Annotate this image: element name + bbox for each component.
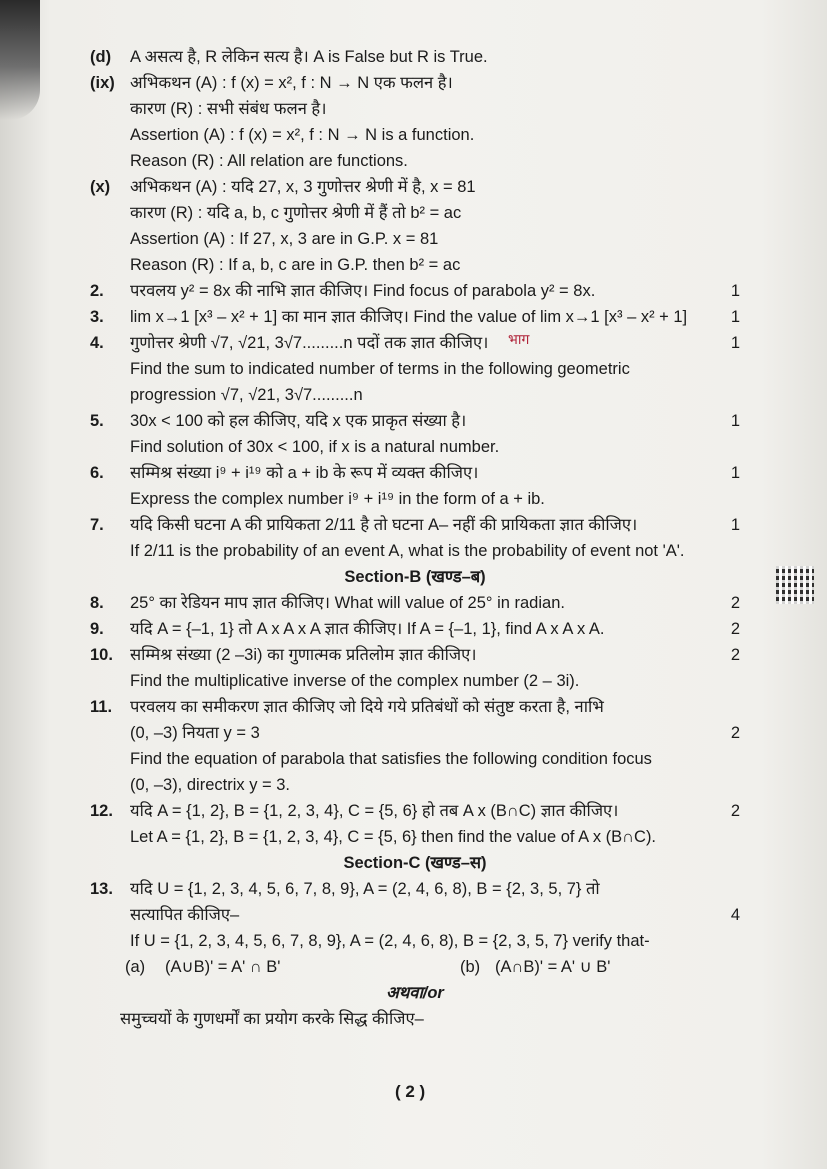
question-line (90, 746, 740, 772)
qr-code (776, 566, 814, 604)
question-text: गुणोत्तर श्रेणी √7, √21, 3√7.........n पदों तक ज्ञात कीजिए। (130, 334, 489, 352)
question-text: (0, –3), directrix y = 3. (130, 776, 291, 794)
question-number: 11. (90, 698, 113, 716)
question-lines (90, 44, 740, 954)
question-line (90, 798, 740, 824)
question-number: 9. (90, 620, 104, 638)
question-text: Reason (R) : If a, b, c are in G.P. then b² = ac (130, 256, 461, 274)
marks: 2 (730, 802, 740, 820)
question-line (90, 590, 740, 616)
question-number: 5. (90, 412, 104, 430)
question-line (90, 512, 740, 538)
question-line (90, 304, 740, 330)
question-line (90, 902, 740, 928)
handwritten-note: भाग (508, 331, 530, 347)
page-corner-shadow (0, 0, 40, 120)
option-row (90, 954, 740, 980)
question-text: परवलय का समीकरण ज्ञात कीजिए जो दिये गये प्रतिबंधों को संतुष्ट करता है, नाभि (130, 698, 604, 716)
question-text: यदि A = {1, 2}, B = {1, 2, 3, 4}, C = {5, 6} हो तब A x (B∩C) ज्ञात कीजिए। (130, 802, 619, 820)
question-text: 25° का रेडियन माप ज्ञात कीजिए। What will value of 25° in radian. (130, 594, 565, 612)
option-a-text: (A∪B)' = A' ∩ B' (165, 958, 281, 976)
question-line (90, 876, 740, 902)
question-text: progression √7, √21, 3√7.........n (130, 386, 363, 404)
question-text: अभिकथन (A) : f (x) = x², f : N → N एक फलन है। (130, 74, 453, 92)
marks: 1 (730, 516, 740, 534)
question-line (90, 356, 740, 382)
question-number: 10. (90, 646, 113, 664)
question-text: Find the sum to indicated number of terms in the following geometric (130, 360, 630, 378)
question-number: 8. (90, 594, 104, 612)
question-text: यदि किसी घटना A की प्रायिकता 2/11 है तो घटना A– नहीं की प्रायिकता ज्ञात कीजिए। (130, 516, 638, 534)
question-number: 7. (90, 516, 104, 534)
question-line (90, 668, 740, 694)
question-line (90, 252, 740, 278)
marks: 2 (730, 724, 740, 742)
question-text: (0, –3) नियता y = 3 (130, 724, 260, 742)
question-text: If U = {1, 2, 3, 4, 5, 6, 7, 8, 9}, A = (2, 4, 6, 8), B = {2, 3, 5, 7} verify that- (130, 932, 650, 950)
question-line (90, 330, 740, 356)
question-number: (ix) (90, 74, 115, 92)
question-text: 30x < 100 को हल कीजिए, यदि x एक प्राकृत संख्या है। (130, 412, 467, 430)
question-line (90, 694, 740, 720)
or-divider: अथवा/or (386, 984, 444, 1002)
marks: 2 (730, 646, 740, 664)
question-line (90, 148, 740, 174)
marks: 1 (730, 308, 740, 326)
question-line (90, 824, 740, 850)
question-line (90, 928, 740, 954)
section-heading: Section-C (खण्ड–स) (343, 854, 487, 872)
marks: 2 (730, 620, 740, 638)
question-text: Assertion (A) : f (x) = x², f : N → N is a function. (130, 126, 475, 144)
question-line (90, 122, 740, 148)
last-line (90, 1006, 740, 1032)
question-text: Find the equation of parabola that satisfies the following condition focus (130, 750, 652, 768)
question-line (90, 486, 740, 512)
marks: 4 (730, 906, 740, 924)
question-line (90, 96, 740, 122)
section-heading: Section-B (खण्ड–ब) (344, 568, 486, 586)
question-text: सत्यापित कीजिए– (130, 906, 240, 924)
question-line (90, 460, 740, 486)
question-number: 13. (90, 880, 113, 898)
question-line (90, 720, 740, 746)
question-line (90, 278, 740, 304)
question-line (90, 538, 740, 564)
option-b-label: (b) (460, 958, 481, 976)
question-text: If 2/11 is the probability of an event A, what is the probability of event not 'A'. (130, 542, 685, 560)
marks: 1 (730, 464, 740, 482)
question-text: Reason (R) : All relation are functions. (130, 152, 408, 170)
question-number: 3. (90, 308, 104, 326)
question-line (90, 408, 740, 434)
marks: 1 (730, 412, 740, 430)
last-line-text: समुच्चयों के गुणधर्मों का प्रयोग करके सिद्ध कीजिए– (120, 1010, 424, 1028)
question-number: (x) (90, 178, 111, 196)
question-text: कारण (R) : यदि a, b, c गुणोत्तर श्रेणी में हैं तो b² = ac (130, 204, 462, 222)
question-number: 12. (90, 802, 113, 820)
question-line (90, 772, 740, 798)
question-text: Find solution of 30x < 100, if x is a natural number. (130, 438, 500, 456)
question-text: परवलय y² = 8x की नाभि ज्ञात कीजिए। Find focus of parabola y² = 8x. (130, 282, 596, 300)
question-text: Find the multiplicative inverse of the complex number (2 – 3i). (130, 672, 580, 690)
question-line (90, 70, 740, 96)
question-line (90, 174, 740, 200)
marks: 1 (730, 334, 740, 352)
question-line (90, 200, 740, 226)
question-line (90, 616, 740, 642)
option-b-text: (A∩B)' = A' ∪ B' (495, 958, 611, 976)
marks: 2 (730, 594, 740, 612)
question-text: Assertion (A) : If 27, x, 3 are in G.P. x = 81 (130, 230, 439, 248)
question-line (90, 44, 740, 70)
question-content (90, 44, 740, 1032)
question-line (90, 642, 740, 668)
question-text: अभिकथन (A) : यदि 27, x, 3 गुणोत्तर श्रेणी में है, x = 81 (130, 178, 476, 196)
marks: 1 (730, 282, 740, 300)
question-text: A असत्य है, R लेकिन सत्य है। A is False but R is True. (130, 48, 488, 66)
question-text: यदि U = {1, 2, 3, 4, 5, 6, 7, 8, 9}, A = (2, 4, 6, 8), B = {2, 3, 5, 7} तो (130, 880, 600, 898)
option-a-label: (a) (125, 958, 146, 976)
question-text: Express the complex number i⁹ + i¹⁹ in the form of a + ib. (130, 490, 545, 508)
question-number: 2. (90, 282, 104, 300)
question-line (90, 382, 740, 408)
question-number: (d) (90, 48, 112, 66)
question-line (90, 434, 740, 460)
question-number: 6. (90, 464, 104, 482)
question-text: सम्मिश्र संख्या i⁹ + i¹⁹ को a + ib के रूप में व्यक्त कीजिए। (130, 464, 479, 482)
question-text: सम्मिश्र संख्या (2 –3i) का गुणात्मक प्रतिलोम ज्ञात कीजिए। (130, 646, 477, 664)
question-text: कारण (R) : सभी संबंध फलन है। (130, 100, 327, 118)
question-line (90, 226, 740, 252)
question-text: यदि A = {–1, 1} तो A x A x A ज्ञात कीजिए। If A = {–1, 1}, find A x A x A. (130, 620, 605, 638)
question-number: 4. (90, 334, 104, 352)
question-text: Let A = {1, 2}, B = {1, 2, 3, 4}, C = {5, 6} then find the value of A x (B∩C). (130, 828, 657, 846)
page-number: ( 2 ) (395, 1082, 426, 1101)
question-text: lim x→1 [x³ – x² + 1] का मान ज्ञात कीजिए। Find the value of lim x→1 [x³ – x² + 1] (130, 308, 688, 326)
